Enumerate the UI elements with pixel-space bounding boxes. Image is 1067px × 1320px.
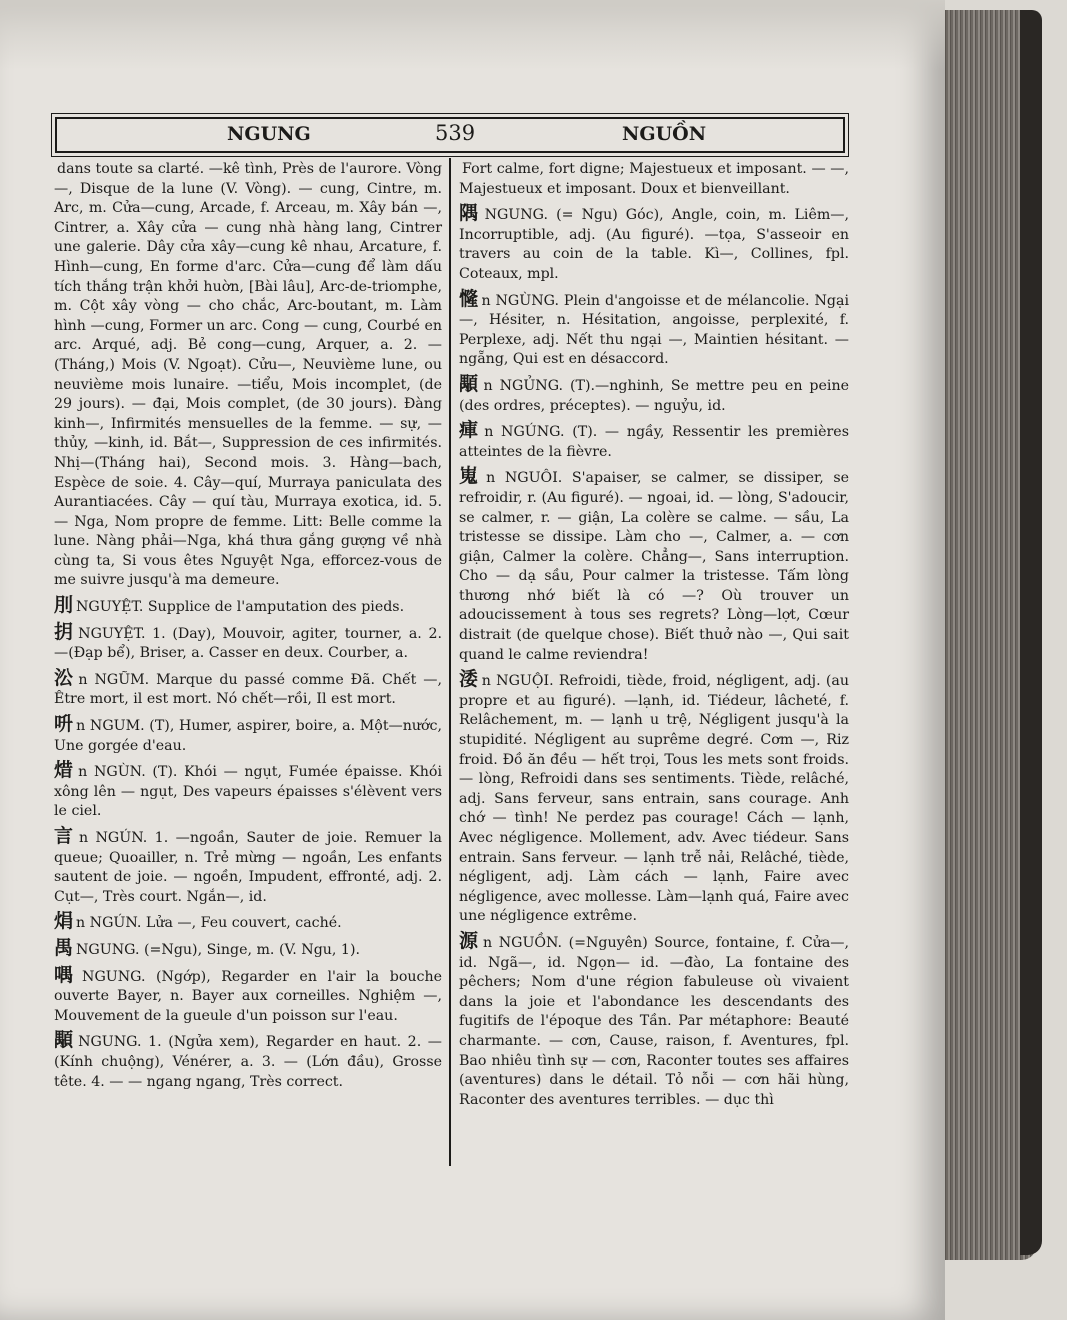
entry-hanzi: 言 (54, 825, 76, 847)
dictionary-entry (459, 158, 849, 199)
column-divider (449, 158, 451, 1166)
dictionary-entry (54, 620, 442, 664)
entry-text: n NGÚNG. (T). — ngầy, Ressentir les premières atteintes de la fièvre. (459, 424, 849, 460)
entry-hanzi: 㾝 (459, 419, 482, 442)
right-column (459, 158, 849, 1115)
entry-text: n NGÚN. 1. —ngoần, Sauter de joie. Remuer la queue; Quoailler, n. Trẻ mừng — ngoần, Les enfants sautent de joie. — ngoền, Impudent, effronté, adj. 2. Cụt—, Très court. Ngắn—, id. (54, 830, 442, 905)
dictionary-entry (54, 1031, 442, 1092)
entry-text: NGUNG. (Ngớp), Regarder en l'air la bouche ouverte Bayer, n. Bayer aux corneilles. Nghiệm —, Mouvement de la gueule d'un poisson sur l'eau. (54, 968, 442, 1024)
dictionary-entry (54, 666, 442, 710)
dictionary-entry (459, 204, 849, 284)
entry-text: n NGÙNG. Plein d'angoisse et de mélancolie. Ngại —, Hésiter, n. Hésitation, angoisse, perplexité, f. Perplexe, adj. Nết thu ngại —, Maintien hésitant. —ngẵng, Qui est en désaccord. (459, 292, 849, 368)
entry-hanzi: 呏 (54, 713, 74, 736)
entry-hanzi: 涹 (459, 668, 479, 691)
entry-hanzi: 喁 (54, 963, 80, 986)
dictionary-entry (54, 596, 442, 618)
entry-hanzi: 顒 (54, 1029, 76, 1052)
entry-text: n NGỦNG. (T).—nghinh, Se mettre peu en peine (des ordres, préceptes). — nguỷu, id. (459, 377, 849, 414)
entry-hanzi: 焟 (54, 759, 76, 782)
entry-text: n NGÙN. (T). Khói — ngụt, Fumée épaisse. Khói xông lên — ngụt, Des vapeurs épaisses s'élèvent vers le ciel. (54, 764, 442, 820)
dictionary-entry (54, 912, 442, 934)
dictionary-entry (54, 761, 442, 822)
running-header (55, 117, 845, 153)
entry-text: Fort calme, fort digne; Majestueux et imposant. — —, Majestueux et imposant. Doux et bienveillant. (459, 161, 849, 197)
dictionary-entry (54, 936, 442, 961)
dictionary-entry (54, 715, 442, 756)
dictionary-entry (459, 929, 849, 1110)
entry-hanzi: 源 (459, 929, 481, 952)
entry-text: NGUNG. 1. (Ngửa xem), Regarder en haut. 2. — (Kính chuộng), Vénérer, a. 3. — (Lớn đầu), Grosse tête. 4. — — ngang ngang, Très correct. (54, 1034, 442, 1090)
entry-hanzi: 顒 (459, 372, 481, 395)
entry-hanzi: 隅 (459, 202, 482, 225)
entry-text: NGUYỆT. Supplice de l'amputation des pieds. (76, 599, 405, 616)
entry-text: dans toute sa clarté. —kê tình, Près de l'aurore. Vòng —, Disque de la lune (V. Vòng). — cung, Cintre, m. Arc, m. Cửa—cung, Arcade, f. Arceau, m. Xây bán —, Cintrer, a. Xây cửa — cung nhà hàng lang, Cintrer une galerie. Dây cửa xây—cung kê nhau, Arcature, f. Hình—cung, En forme d'arc. Cửa—cung để làm dấu tích thắng trận khởi huờn, [Bài lâu], Arc-de-triomphe, m. Cột xây vòng — cho chắc, Arc-boutant, m. Làm hình —cung, Former un arc. Cong — cung, Courbé en arc. Arqué, adj. Bẻ cong—cung, Arquer, a. 2. — (Tháng,) Mois (V. Ngoạt). Cửu—, Neuvième lune, ou neuvième mois lunaire. —tiểu, Mois incomplet, (de 29 jours). — đại, Mois complet, (de 30 jours). Đàng kinh—, Infirmités mensuelles de la femme. — sự, — thủy, —kinh, id. Bắt—, Suppression de ces infirmités. Nhị—(Tháng hai), Second mois. 3. Hàng—bach, Espèce de soie. 4. Cây—quí, Murraya paniculata des Aurantiacées. Cây — quí tàu, Murraya exotica, id. 5. — Nga, Nom propre de femme. Litt: Belle comme la lune. Nàng phải—Nga, khá thưa gắng gượng về nhà cùng ta, Si vous êtes Nguyệt Nga, efforcez-vous de me suivre jusqu'à ma demeure. (54, 161, 442, 589)
entry-text: n NGUÔI. S'apaiser, se calmer, se dissiper, se refroidir, r. (Au figuré). — ngoai, id. — lòng, S'adoucir, se calmer, r. — giận, La colère se calme. — sầu, La tristesse se dissipe. Làm cho —, Calmer, a. — cơn giận, Calmer la colère. Chẳng—, Sans interruption. Cho — dạ sầu, Pour calmer la tristesse. Tấm lòng thương nhớ biết là có —? Où trouver un adoucissement à tous ses regrets? Lòng—lợt, Cœur distrait (de quelque chose). Biết thuở nào —, Qui sait quand le calme reviendra! (459, 470, 849, 663)
entry-hanzi: 焆 (54, 910, 74, 933)
dictionary-entry (459, 670, 849, 927)
entry-text: NGUNG. (= Ngu) Góc), Angle, coin, m. Liêm—, Incorruptible, adj. (Au figuré). —tọa, S'asseoir en travers au coin de la table. Kì—, Collines, fpl. Coteaux, mpl. (459, 207, 849, 282)
entry-text: n NGUỒN. (=Nguyên) Source, fontaine, f. Cửa—, id. Ngã—, id. Ngọn— id. —đào, La fontaine des pêchers; Nom d'une région fabuleuse où vivaient dans la joie et l'abondance les descendants des fugitifs de l'époque des Tần. Par métaphore: Beauté charmante. — cơn, Cause, raison, f. Aventures, fpl. Bao nhiêu tình sự — cơn, Raconter toutes ses affaires (aventures) dans le détail. Tỏ nỗi — cơn hãi hùng, Raconter des aventures terribles. — dục thì (459, 934, 849, 1108)
entry-text: n NGUỘI. Refroidi, tiède, froid, négligent, adj. (au propre et au figuré). —lạnh, id. Tiédeur, lâcheté, f. Relâchement, m. — lạnh u trệ, Négligent jusqu'à la stupidité. Négligent au suprême degré. Cơm —, Riz froid. Đồ ăn đều — hết trọi, Tous les mets sont froids. — lòng, Refroidi dans ses sentiments. Tiède, relâché, adj. Sans ferveur, sans entrain, sans courage. Anh chớ — tình! Ne perdez pas courage! Cách — lạnh, Avec négligence. Mollement, adv. Avec tiédeur. Sans entrain. Sans ferveur. — lạnh trễ nải, Relâché, tiède, négligent, adj. Làm cách — lạnh, Faire avec négligence, avec mollesse. Làm—lạnh quá, Faire avec une négligence extrême. (459, 673, 849, 925)
entry-hanzi: 刖 (54, 594, 74, 617)
dictionary-entry (459, 421, 849, 462)
entry-text: NGUNG. (=Ngu), Singe, m. (V. Ngu, 1). (76, 941, 360, 958)
entry-hanzi: 㳂 (54, 666, 76, 689)
header-right-word: NGUỒN (622, 123, 707, 145)
entry-hanzi: 禺 (54, 936, 74, 959)
dictionary-entry (54, 827, 442, 907)
entry-text: n NGÚN. Lửa —, Feu couvert, caché. (76, 915, 342, 932)
entry-hanzi: 抈 (54, 620, 76, 643)
dictionary-entry (459, 287, 849, 370)
header-left-word: NGUNG (227, 123, 311, 145)
book-cover-edge (1020, 10, 1042, 1255)
page-number: 539 (435, 121, 476, 145)
dictionary-entry (54, 963, 442, 1027)
dictionary-entry (54, 158, 442, 591)
entry-hanzi: 㦕 (459, 287, 479, 310)
entry-text: n NGUM. (T), Humer, aspirer, boire, a. Một—nước, Une gorgée d'eau. (54, 718, 442, 754)
entry-hanzi: 嵬 (459, 465, 484, 488)
entry-text: NGUYỆT. 1. (Day), Mouvoir, agiter, tourner, a. 2. —(Đạp bể), Briser, a. Casser en deux. Courber, a. (54, 625, 442, 662)
page-shadow (0, 0, 945, 70)
dictionary-entry (459, 467, 849, 665)
dictionary-entry (459, 372, 849, 416)
left-column (54, 158, 442, 1097)
entry-text: n NGŨM. Marque du passé comme Đã. Chết —, Être mort, il est mort. Nó chết—rồi, Il est mort. (54, 671, 442, 708)
